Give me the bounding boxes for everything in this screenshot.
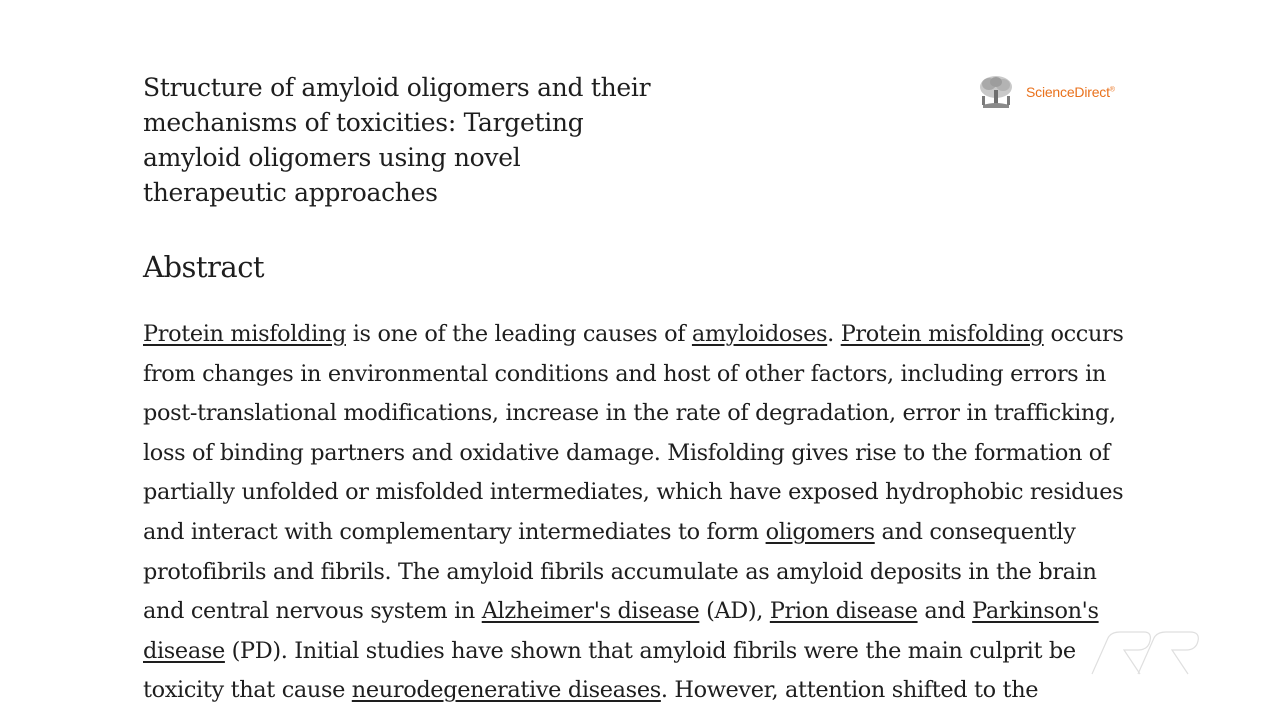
abstract-line [143, 553, 1153, 593]
term-link[interactable]: disease [143, 637, 225, 664]
abstract-text: loss of binding partners and oxidative damage. Misfolding gives rise to the formation of [143, 439, 1110, 466]
abstract-body [143, 315, 1153, 711]
abstract-text: protofibrils and fibrils. The amyloid fibrils accumulate as amyloid deposits in the brain [143, 558, 1097, 585]
abstract-text: . [827, 321, 841, 347]
elsevier-tree-logo-icon [977, 74, 1015, 110]
abstract-text: (AD), [699, 598, 770, 625]
sciencedirect-wordmark: ScienceDirect® [1026, 84, 1115, 100]
abstract-text: post-translational modifications, increase in the rate of degradation, error in trafficking, [143, 400, 1116, 427]
abstract-line [143, 592, 1153, 632]
abstract-text: occurs [1043, 321, 1124, 347]
abstract-line [143, 632, 1153, 672]
article-title-line: mechanisms of toxicities: Targeting [143, 108, 584, 137]
article-title-line: amyloid oligomers using novel [143, 143, 521, 172]
term-link[interactable]: Protein misfolding [840, 321, 1044, 347]
abstract-text: and consequently [874, 518, 1076, 545]
article-title-line: therapeutic approaches [143, 178, 438, 207]
abstract-text: . However, attention shifted to the [660, 677, 1039, 704]
abstract-text: is one of the leading causes of [345, 321, 692, 347]
abstract-line [143, 434, 1153, 474]
article-title-line: Structure of amyloid oligomers and their [143, 73, 651, 102]
abstract-text: partially unfolded or misfolded intermediates, which have exposed hydrophobic residues [143, 479, 1124, 506]
abstract-line [143, 394, 1153, 434]
abstract-line [143, 315, 1153, 355]
abstract-heading: Abstract [143, 250, 265, 284]
sciencedirect-brand[interactable] [977, 74, 1115, 110]
term-link[interactable]: Prion disease [769, 598, 918, 625]
term-link[interactable]: Protein misfolding [143, 321, 346, 347]
abstract-line [143, 513, 1153, 553]
abstract-text: (PD). Initial studies have shown that amyloid fibrils were the main culprit be [224, 637, 1076, 664]
abstract-line [143, 671, 1153, 711]
channel-watermark-logo-icon [1088, 628, 1210, 678]
abstract-text: and central nervous system in [143, 598, 482, 625]
term-link[interactable]: amyloidoses [691, 321, 828, 347]
abstract-text: from changes in environmental conditions and host of other factors, including errors in [143, 360, 1106, 387]
term-link[interactable]: neurodegenerative diseases [351, 677, 661, 704]
term-link[interactable]: Alzheimer's disease [481, 598, 700, 625]
abstract-line [143, 355, 1153, 395]
abstract-text: and interact with complementary intermediates to form [143, 518, 766, 545]
abstract-line [143, 473, 1153, 513]
article-title [143, 70, 663, 210]
term-link[interactable]: oligomers [765, 518, 875, 545]
term-link[interactable]: Parkinson's [972, 598, 1099, 625]
abstract-text: toxicity that cause [143, 677, 352, 704]
abstract-text: and [917, 598, 973, 625]
